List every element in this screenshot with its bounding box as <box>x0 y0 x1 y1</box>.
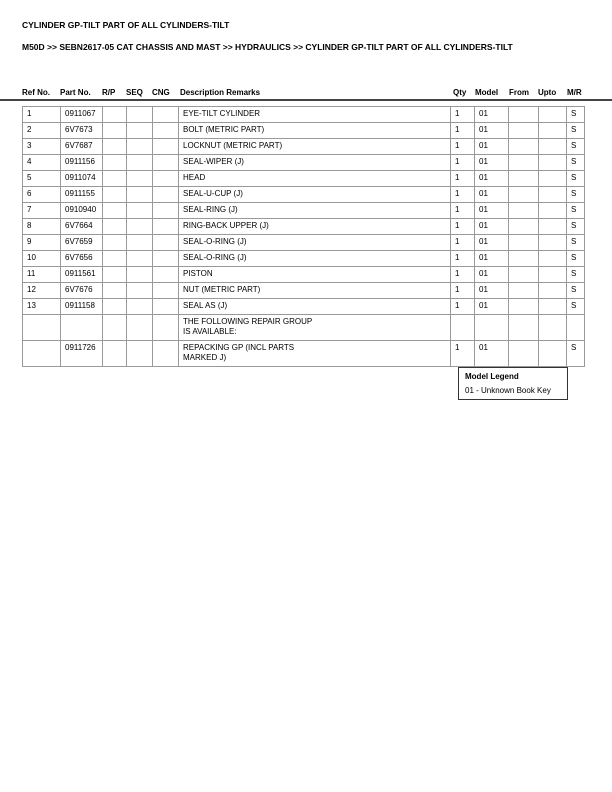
table-cell: LOCKNUT (METRIC PART) <box>179 139 451 155</box>
table-cell: 6V7659 <box>61 235 103 251</box>
table-cell: PISTON <box>179 267 451 283</box>
table-cell: S <box>567 299 585 315</box>
table-cell: 0910940 <box>61 203 103 219</box>
table-cell <box>127 171 153 187</box>
table-cell: 01 <box>475 139 509 155</box>
table-cell <box>23 315 61 341</box>
table-cell: 01 <box>475 187 509 203</box>
table-cell <box>509 235 539 251</box>
table-cell: 1 <box>23 107 61 123</box>
table-cell <box>103 139 127 155</box>
table-cell: 01 <box>475 267 509 283</box>
table-cell: 7 <box>23 203 61 219</box>
table-cell <box>509 341 539 367</box>
table-cell: 0911561 <box>61 267 103 283</box>
table-cell <box>539 123 567 139</box>
table-cell <box>61 315 103 341</box>
table-cell <box>103 341 127 367</box>
table-cell: SEAL-WIPER (J) <box>179 155 451 171</box>
table-cell: 01 <box>475 251 509 267</box>
table-cell: 0911074 <box>61 171 103 187</box>
table-cell: S <box>567 341 585 367</box>
table-cell: 1 <box>451 283 475 299</box>
table-cell <box>153 267 179 283</box>
table-cell <box>509 123 539 139</box>
table-cell: S <box>567 283 585 299</box>
table-cell: 0911726 <box>61 341 103 367</box>
table-cell: BOLT (METRIC PART) <box>179 123 451 139</box>
table-cell <box>475 315 509 341</box>
table-cell: S <box>567 251 585 267</box>
table-cell: 13 <box>23 299 61 315</box>
table-cell: REPACKING GP (INCL PARTS MARKED J) <box>179 341 451 367</box>
column-header: R/P <box>102 88 116 97</box>
table-cell: EYE-TILT CYLINDER <box>179 107 451 123</box>
table-cell <box>153 315 179 341</box>
table-row <box>23 341 585 367</box>
table-row <box>23 219 585 235</box>
table-cell <box>539 107 567 123</box>
table-cell <box>103 315 127 341</box>
table-cell: S <box>567 155 585 171</box>
table-cell <box>127 283 153 299</box>
table-cell: 0911158 <box>61 299 103 315</box>
table-cell: S <box>567 171 585 187</box>
table-cell: 1 <box>451 219 475 235</box>
table-cell <box>539 315 567 341</box>
table-cell <box>539 219 567 235</box>
table-cell <box>509 187 539 203</box>
table-cell <box>153 187 179 203</box>
table-cell: 1 <box>451 139 475 155</box>
table-cell: S <box>567 203 585 219</box>
table-cell: 01 <box>475 155 509 171</box>
column-header: Description Remarks <box>180 88 261 97</box>
table-cell: 01 <box>475 283 509 299</box>
parts-table <box>22 106 585 367</box>
table-row <box>23 299 585 315</box>
table-cell <box>153 139 179 155</box>
table-cell <box>153 341 179 367</box>
table-cell: 12 <box>23 283 61 299</box>
table-cell <box>153 155 179 171</box>
table-cell: THE FOLLOWING REPAIR GROUP IS AVAILABLE: <box>179 315 451 341</box>
table-cell: 1 <box>451 203 475 219</box>
table-cell: 01 <box>475 341 509 367</box>
table-cell <box>103 283 127 299</box>
table-cell <box>509 315 539 341</box>
table-cell <box>539 267 567 283</box>
table-cell <box>539 155 567 171</box>
table-cell: 1 <box>451 123 475 139</box>
table-cell: S <box>567 107 585 123</box>
breadcrumb: M50D >> SEBN2617-05 CAT CHASSIS AND MAST >> HYDRAULICS >> CYLINDER GP-TILT PART OF ALL CYLINDERS-TILT <box>22 42 513 52</box>
table-cell <box>509 283 539 299</box>
column-header: From <box>509 88 529 97</box>
table-cell <box>153 251 179 267</box>
table-cell <box>127 107 153 123</box>
table-cell: 1 <box>451 235 475 251</box>
table-cell <box>23 341 61 367</box>
table-cell: SEAL-U-CUP (J) <box>179 187 451 203</box>
table-cell <box>451 315 475 341</box>
table-cell <box>509 219 539 235</box>
header-divider <box>0 99 612 101</box>
table-cell: 5 <box>23 171 61 187</box>
table-cell <box>127 251 153 267</box>
table-row <box>23 235 585 251</box>
table-cell <box>539 235 567 251</box>
table-cell: SEAL-O-RING (J) <box>179 251 451 267</box>
table-cell: 01 <box>475 203 509 219</box>
legend-title: Model Legend <box>465 372 519 381</box>
table-cell <box>567 315 585 341</box>
table-cell: SEAL-O-RING (J) <box>179 235 451 251</box>
table-cell: NUT (METRIC PART) <box>179 283 451 299</box>
page-title: CYLINDER GP-TILT PART OF ALL CYLINDERS-TILT <box>22 20 230 30</box>
table-cell <box>103 219 127 235</box>
table-row <box>23 123 585 139</box>
table-cell <box>103 187 127 203</box>
table-cell: 6 <box>23 187 61 203</box>
table-cell <box>127 267 153 283</box>
table-cell <box>509 155 539 171</box>
table-cell <box>539 283 567 299</box>
table-cell <box>103 107 127 123</box>
table-cell: HEAD <box>179 171 451 187</box>
table-cell: 9 <box>23 235 61 251</box>
table-cell <box>509 251 539 267</box>
table-cell <box>153 219 179 235</box>
table-row <box>23 155 585 171</box>
table-cell: 8 <box>23 219 61 235</box>
table-cell <box>153 107 179 123</box>
table-cell: 01 <box>475 107 509 123</box>
table-cell <box>127 299 153 315</box>
table-cell <box>127 235 153 251</box>
column-header: SEQ <box>126 88 143 97</box>
table-cell <box>153 283 179 299</box>
table-cell: 0911156 <box>61 155 103 171</box>
table-cell <box>103 123 127 139</box>
model-legend <box>458 367 568 400</box>
table-cell <box>103 267 127 283</box>
table-cell <box>509 203 539 219</box>
table-row <box>23 171 585 187</box>
table-cell <box>103 155 127 171</box>
table-cell <box>127 123 153 139</box>
table-cell <box>509 299 539 315</box>
table-row <box>23 187 585 203</box>
table-cell: 1 <box>451 267 475 283</box>
table-cell: S <box>567 235 585 251</box>
table-cell: RING-BACK UPPER (J) <box>179 219 451 235</box>
table-cell: 01 <box>475 299 509 315</box>
table-cell: 3 <box>23 139 61 155</box>
table-cell <box>127 203 153 219</box>
table-cell <box>509 107 539 123</box>
table-cell <box>103 171 127 187</box>
table-cell <box>539 171 567 187</box>
table-cell: 01 <box>475 219 509 235</box>
column-header: M/R <box>567 88 582 97</box>
table-cell: 10 <box>23 251 61 267</box>
table-cell <box>103 299 127 315</box>
table-row <box>23 251 585 267</box>
table-cell <box>103 251 127 267</box>
table-cell <box>127 155 153 171</box>
table-cell: 1 <box>451 171 475 187</box>
column-header: Upto <box>538 88 557 97</box>
column-header: Model <box>475 88 499 97</box>
table-cell <box>127 187 153 203</box>
table-cell <box>153 235 179 251</box>
column-header: Part No. <box>60 88 91 97</box>
table-cell <box>153 299 179 315</box>
table-cell <box>509 139 539 155</box>
table-cell: 01 <box>475 235 509 251</box>
table-cell: 4 <box>23 155 61 171</box>
table-cell: S <box>567 139 585 155</box>
table-cell: S <box>567 123 585 139</box>
table-cell: 1 <box>451 341 475 367</box>
table-cell: 1 <box>451 155 475 171</box>
table-cell <box>509 171 539 187</box>
column-header: CNG <box>152 88 170 97</box>
table-cell: 1 <box>451 187 475 203</box>
table-row <box>23 267 585 283</box>
table-cell <box>539 299 567 315</box>
table-cell: 6V7676 <box>61 283 103 299</box>
table-cell <box>103 235 127 251</box>
column-header: Ref No. <box>22 88 50 97</box>
table-cell: 2 <box>23 123 61 139</box>
table-cell: 01 <box>475 171 509 187</box>
table-cell <box>153 123 179 139</box>
table-cell <box>153 171 179 187</box>
table-cell <box>153 203 179 219</box>
table-row <box>23 107 585 123</box>
table-cell: 0911155 <box>61 187 103 203</box>
table-cell: 6V7656 <box>61 251 103 267</box>
table-cell: SEAL AS (J) <box>179 299 451 315</box>
table-cell <box>539 341 567 367</box>
table-cell: 0911067 <box>61 107 103 123</box>
table-cell <box>127 219 153 235</box>
table-cell: 1 <box>451 299 475 315</box>
table-cell <box>539 187 567 203</box>
table-cell: 01 <box>475 123 509 139</box>
table-row <box>23 139 585 155</box>
table-cell: SEAL-RING (J) <box>179 203 451 219</box>
table-cell: 1 <box>451 251 475 267</box>
table-cell: S <box>567 267 585 283</box>
table-cell <box>103 203 127 219</box>
table-cell <box>127 139 153 155</box>
table-cell: S <box>567 219 585 235</box>
column-header: Qty <box>453 88 467 97</box>
legend-entry: 01 - Unknown Book Key <box>465 386 551 395</box>
table-cell <box>127 315 153 341</box>
table-cell: S <box>567 187 585 203</box>
table-cell <box>539 139 567 155</box>
table-cell: 6V7673 <box>61 123 103 139</box>
table-cell: 1 <box>451 107 475 123</box>
table-cell <box>127 341 153 367</box>
table-cell: 6V7687 <box>61 139 103 155</box>
table-row <box>23 203 585 219</box>
table-cell <box>539 203 567 219</box>
table-row <box>23 283 585 299</box>
table-cell <box>509 267 539 283</box>
table-row <box>23 315 585 341</box>
table-cell: 11 <box>23 267 61 283</box>
table-cell <box>539 251 567 267</box>
table-cell: 6V7664 <box>61 219 103 235</box>
